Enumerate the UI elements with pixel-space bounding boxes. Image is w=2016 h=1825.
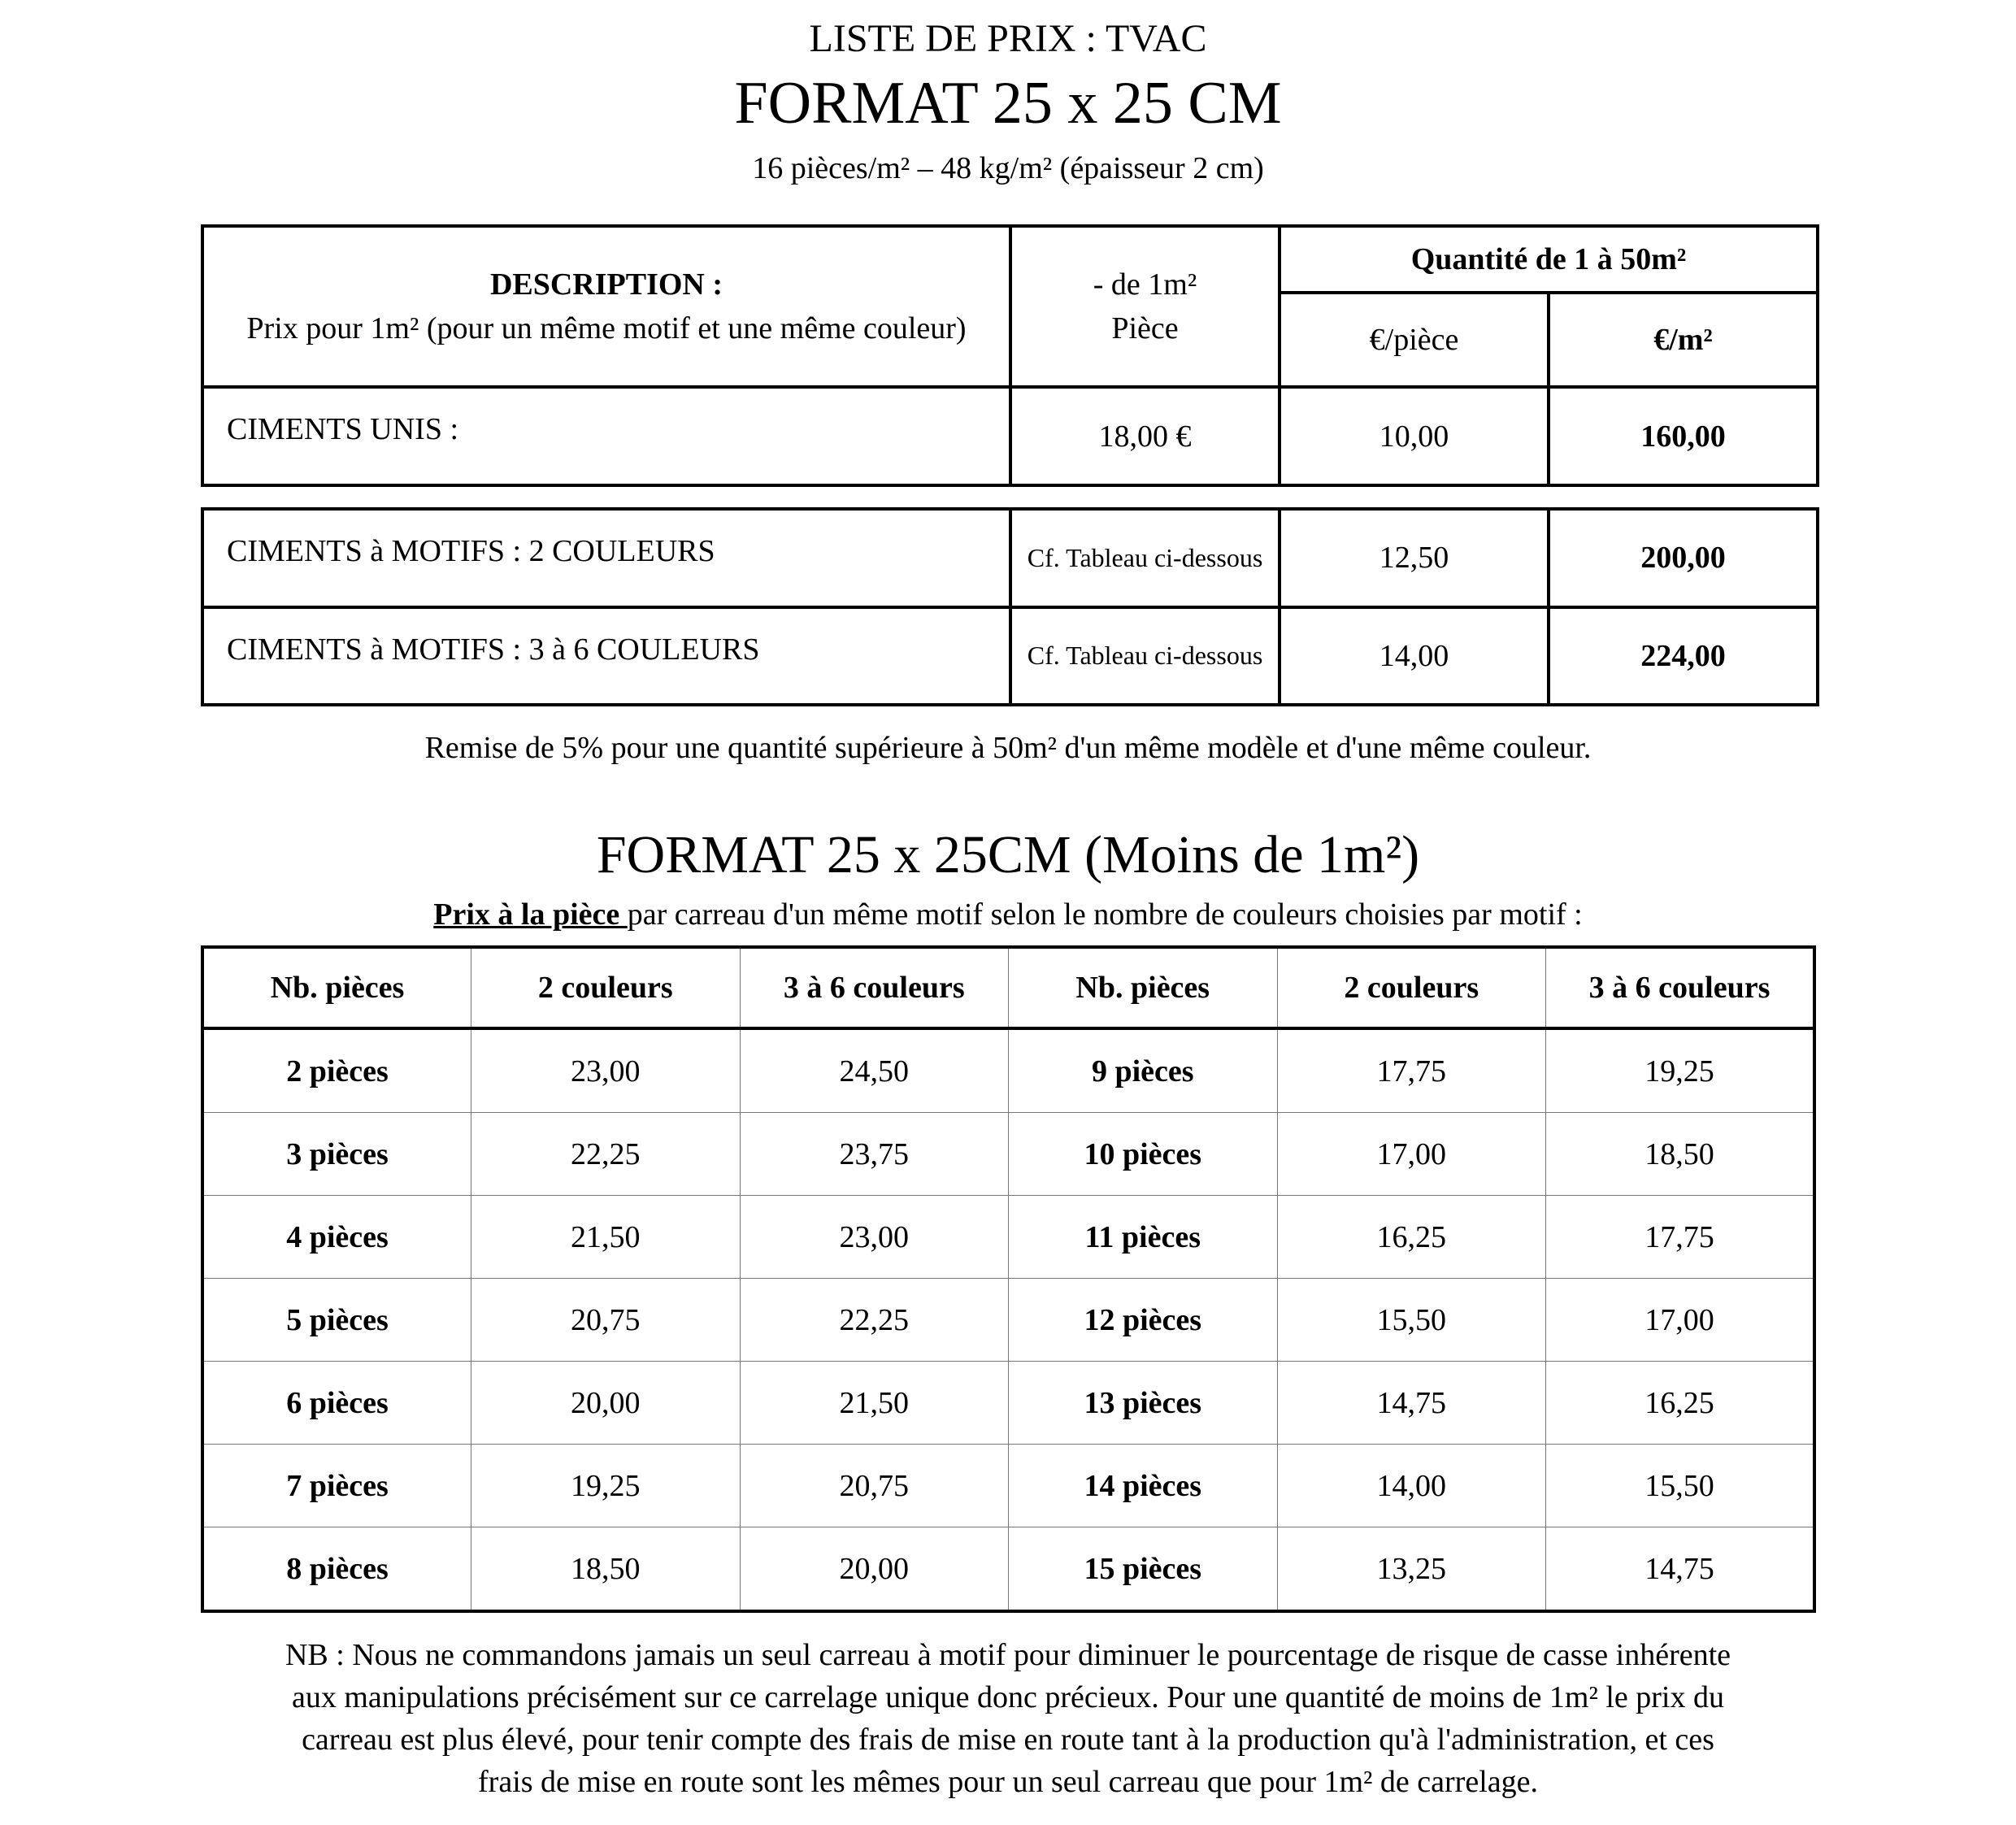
less-than-1m2-header <box>1010 226 1280 387</box>
price-2-colors: 19,25 <box>471 1445 741 1527</box>
price-3-6-colors: 17,75 <box>1546 1196 1815 1279</box>
price-2-colors: 23,00 <box>471 1028 741 1113</box>
column-header: 3 à 6 couleurs <box>740 947 1009 1028</box>
column-header: Nb. pièces <box>1009 947 1278 1028</box>
price-3-6-colors: 24,50 <box>740 1028 1009 1113</box>
table-row <box>202 1445 1814 1527</box>
price-3-6-colors: 16,25 <box>1546 1362 1815 1445</box>
section-title: FORMAT 25 x 25CM (Moins de 1m²) <box>596 825 1420 884</box>
price-3-6-colors: 18,50 <box>1546 1113 1815 1196</box>
piece-count: 9 pièces <box>1009 1028 1278 1113</box>
piece-count: 7 pièces <box>202 1445 471 1527</box>
piece-price-table <box>201 945 1816 1613</box>
price-3-6-colors: 22,25 <box>740 1279 1009 1362</box>
piece-count: 14 pièces <box>1009 1445 1278 1527</box>
price-3-6-colors: 21,50 <box>740 1362 1009 1445</box>
piece-count: 2 pièces <box>202 1028 471 1113</box>
footnote-line: aux manipulations précisément sur ce carrelage unique donc précieux. Pour une quantité de moins de 1m² le prix du <box>291 1680 1724 1714</box>
price-3-6-colors: 14,75 <box>1546 1527 1815 1612</box>
price-per-m2: 160,00 <box>1549 387 1818 485</box>
price-table-unis <box>201 224 1819 487</box>
price-2-colors: 17,00 <box>1277 1113 1546 1196</box>
column-header: 2 couleurs <box>1277 947 1546 1028</box>
price-3-6-colors: 20,75 <box>740 1445 1009 1527</box>
price-2-colors: 13,25 <box>1277 1527 1546 1612</box>
piece-label: Pièce <box>1111 311 1179 345</box>
price-3-6-colors: 17,00 <box>1546 1279 1815 1362</box>
price-2-colors: 21,50 <box>471 1196 741 1279</box>
footnote-line: NB : Nous ne commandons jamais un seul carreau à motif pour diminuer le pourcentage de risque de casse inhérente <box>285 1638 1731 1672</box>
piece-count: 3 pièces <box>202 1113 471 1196</box>
nb-footnote <box>0 1634 2016 1803</box>
column-header: Nb. pièces <box>202 947 471 1028</box>
price-per-piece: 10,00 <box>1280 387 1549 485</box>
piece-count: 13 pièces <box>1009 1362 1278 1445</box>
footnote-line: carreau est plus élevé, pour tenir compte des frais de mise en route tant à la production qu'à l'administration, et ces <box>302 1723 1714 1757</box>
price-2-colors: 20,75 <box>471 1279 741 1362</box>
table-row <box>202 1279 1814 1362</box>
page-title: FORMAT 25 x 25 CM <box>734 70 1282 137</box>
price-2-colors: 14,00 <box>1277 1445 1546 1527</box>
price-2-colors: 20,00 <box>471 1362 741 1445</box>
piece-count: 6 pièces <box>202 1362 471 1445</box>
piece-count: 11 pièces <box>1009 1196 1278 1279</box>
table-row <box>202 1527 1814 1612</box>
price-2-colors: 16,25 <box>1277 1196 1546 1279</box>
table-row <box>202 1196 1814 1279</box>
price-3-6-colors: 15,50 <box>1546 1445 1815 1527</box>
table-row <box>202 1113 1814 1196</box>
price-less-1m2: 18,00 € <box>1010 387 1280 485</box>
price-2-colors: 18,50 <box>471 1527 741 1612</box>
price-2-colors: 22,25 <box>471 1113 741 1196</box>
price-3-6-colors: 23,75 <box>740 1113 1009 1196</box>
table-row <box>202 1362 1814 1445</box>
description-title: DESCRIPTION : <box>489 267 723 302</box>
price-per-m2: 224,00 <box>1549 607 1818 706</box>
price-per-piece: 12,50 <box>1280 509 1549 607</box>
column-header: 3 à 6 couleurs <box>1546 947 1815 1028</box>
price-3-6-colors: 23,00 <box>740 1196 1009 1279</box>
less-than-1m2-label: - de 1m² <box>1093 267 1197 302</box>
per-piece-header: €/pièce <box>1280 293 1549 387</box>
reference-note: Cf. Tableau ci-dessous <box>1010 607 1280 706</box>
table-row <box>202 1028 1814 1113</box>
price-per-m2: 200,00 <box>1549 509 1818 607</box>
discount-note: Remise de 5% pour une quantité supérieure à 50m² d'un même modèle et d'une même couleur. <box>424 731 1592 765</box>
footnote-line: frais de mise en route sont les mêmes pour un seul carreau que pour 1m² de carrelage. <box>478 1765 1538 1799</box>
per-m2-header: €/m² <box>1549 293 1818 387</box>
price-2-colors: 17,75 <box>1277 1028 1546 1113</box>
piece-count: 5 pièces <box>202 1279 471 1362</box>
price-3-6-colors: 20,00 <box>740 1527 1009 1612</box>
price-2-colors: 15,50 <box>1277 1279 1546 1362</box>
column-header: 2 couleurs <box>471 947 741 1028</box>
piece-count: 12 pièces <box>1009 1279 1278 1362</box>
price-per-piece: 14,00 <box>1280 607 1549 706</box>
quantity-header: Quantité de 1 à 50m² <box>1280 226 1818 293</box>
format-specs: 16 pièces/m² – 48 kg/m² (épaisseur 2 cm) <box>752 151 1264 185</box>
subtitle-emphasis: Prix à la pièce <box>433 897 628 932</box>
subtitle-text: par carreau d'un même motif selon le nombre de couleurs choisies par motif : <box>627 897 1583 932</box>
piece-count: 4 pièces <box>202 1196 471 1279</box>
description-header <box>202 226 1010 387</box>
row-label-motifs-3-6: CIMENTS à MOTIFS : 3 à 6 COULEURS <box>202 607 1010 706</box>
piece-count: 15 pièces <box>1009 1527 1278 1612</box>
price-2-colors: 14,75 <box>1277 1362 1546 1445</box>
piece-count: 8 pièces <box>202 1527 471 1612</box>
row-label-motifs-2: CIMENTS à MOTIFS : 2 COULEURS <box>202 509 1010 607</box>
section-subtitle <box>0 894 2016 935</box>
row-label-ciments-unis: CIMENTS UNIS : <box>202 387 1010 485</box>
piece-count: 10 pièces <box>1009 1113 1278 1196</box>
price-3-6-colors: 19,25 <box>1546 1028 1815 1113</box>
description-subtitle: Prix pour 1m² (pour un même motif et une même couleur) <box>246 311 967 345</box>
reference-note: Cf. Tableau ci-dessous <box>1010 509 1280 607</box>
price-table-motifs <box>201 507 1819 706</box>
header-line-1: LISTE DE PRIX : TVAC <box>809 17 1207 60</box>
